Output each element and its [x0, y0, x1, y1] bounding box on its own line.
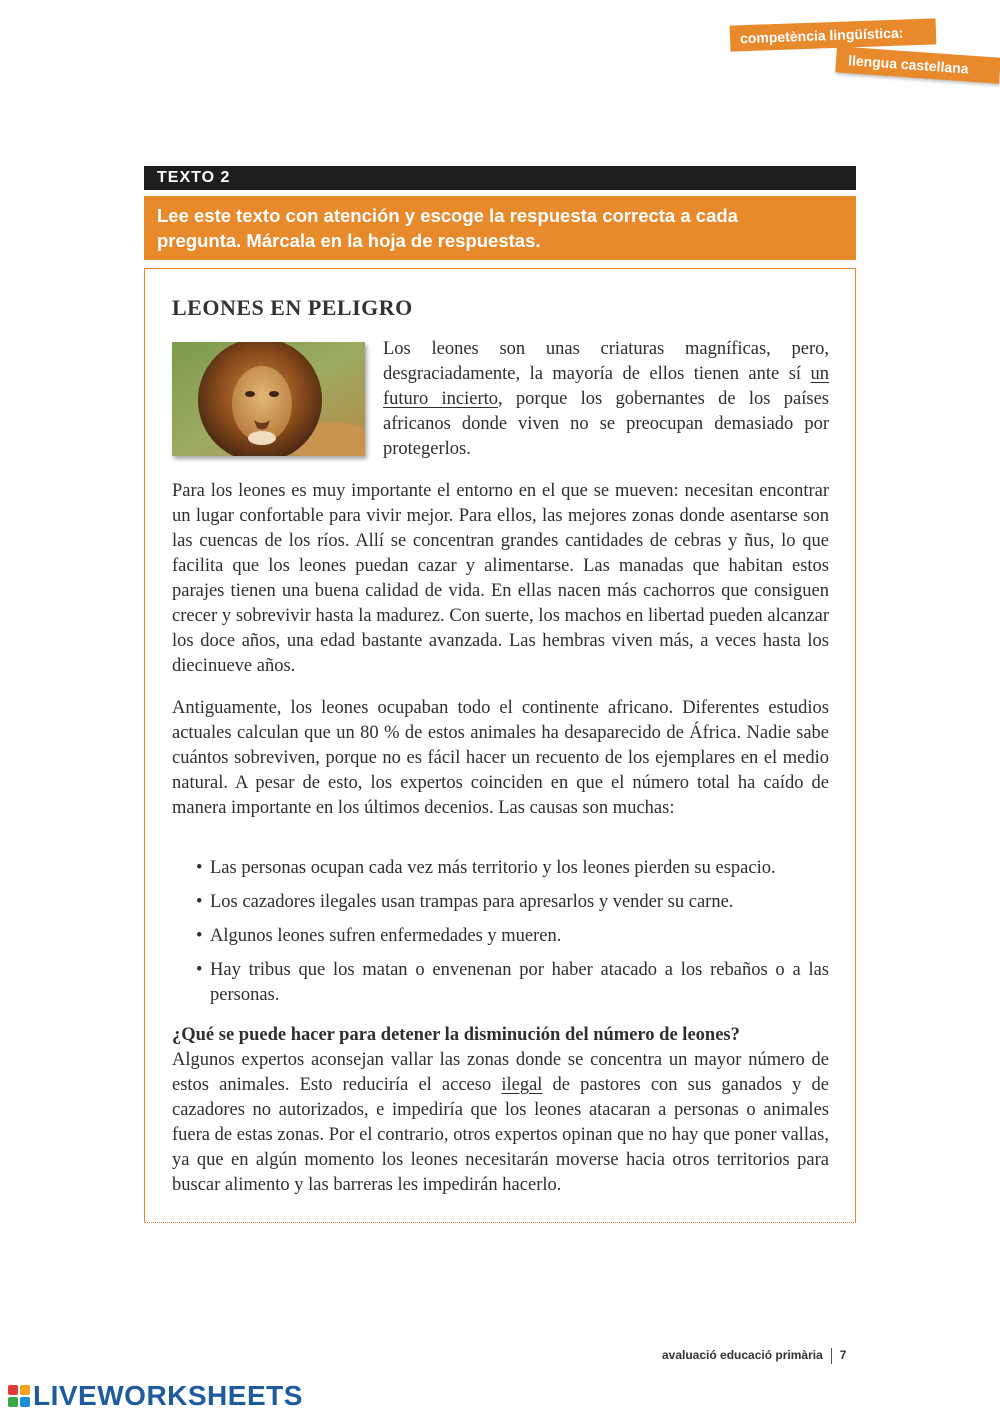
causes-list [196, 856, 829, 1017]
list-item-text: Algunos leones sufren enfermedades y mueren. [210, 926, 562, 946]
page-footer [662, 1348, 846, 1364]
lion-illustration [172, 342, 365, 456]
competence-tab: competència lingüística: [730, 18, 937, 51]
solutions-text-end: de pastores con sus ganados y de cazadores no autorizados, e impediría que los leones atacaran a personas o animales fuera de estas zonas. Por el contrario, otros expertos opinan que no hay que poner vallas, ya que en algún momento los leones necesitarán moverse hacia otros territorios para buscar alimento y las barreras les impedirán hacerlo. [172, 1075, 829, 1195]
question-heading: ¿Qué se puede hacer para detener la disminución del número de leones? [172, 1025, 740, 1045]
underlined-phrase-futuro-incierto: un futuro incierto [383, 364, 829, 409]
liveworksheets-brand [8, 1380, 303, 1412]
intro-text-start: Los leones son unas criaturas magníficas, pero, desgraciadamente, la mayoría de ellos tienen ante sí [383, 339, 829, 384]
list-item-text: Hay tribus que los matan o envenenan por haber atacado a los rebaños o a las personas. [210, 960, 829, 1005]
list-item [196, 856, 829, 881]
solutions-text-start: Algunos expertos aconsejan vallar las zonas donde se concentra un mayor número de estos animales. Esto reduciría el acceso [172, 1050, 829, 1095]
footer-divider [831, 1348, 832, 1364]
bullet-icon: • [196, 960, 203, 980]
paragraph-habitat: Para los leones es muy importante el entorno en el que se mueven: necesitan encontrar un lugar confortable para vivir mejor. Para ellos, las mejores zonas donde asentarse son las cuencas de los ríos. Allí se concentran grandes cantidades de cebras y ñus, lo que facilita que los leones puedan cazar y alimentarse. Las manadas que habitan estos parajes tienen una buena calidad de vida. En ellas nacen más cachorros que consiguen crecer y sobrevivir hasta la madurez. Con suerte, los machos en libertad pueden alcanzar los doce años, una edad bastante avanzada. Las hembras viven más, a veces hasta los diecinueve años. [172, 481, 829, 676]
list-item [196, 924, 829, 949]
paragraph-decline: Antiguamente, los leones ocupaban todo el continente africano. Diferentes estudios actuales calculan que un 80 % de estos animales ha desaparecido de África. Nadie sabe cuántos sobreviven, porque no es fácil hacer un recuento de los ejemplares en el medio natural. A pesar de esto, los expertos coinciden en que el número total ha caído de manera importante en los últimos decenios. Las causas son muchas: [172, 698, 829, 818]
brand-name: LIVEWORKSHEETS [33, 1380, 303, 1411]
bullet-icon: • [196, 858, 203, 878]
page-number: 7 [839, 1348, 847, 1363]
intro-paragraph [383, 337, 829, 462]
list-item-text: Las personas ocupan cada vez más territorio y los leones pierden su espacio. [210, 858, 776, 878]
paragraph-solutions [172, 1023, 829, 1198]
instructions: Lee este texto con atención y escoge la respuesta correcta a cada pregunta. Márcala en la hoja de respuestas. [144, 196, 856, 260]
underlined-word-ilegal: ilegal [501, 1075, 543, 1095]
list-item [196, 890, 829, 915]
article-title: LEONES EN PELIGRO [172, 295, 413, 320]
language-tab: llengua castellana [835, 46, 1000, 83]
bullet-icon: • [196, 892, 203, 912]
list-item-text: Los cazadores ilegales usan trampas para apresarlos y vender su carne. [210, 892, 734, 912]
lion-image [172, 342, 365, 456]
footer-text: avaluació educació primària [662, 1348, 823, 1363]
intro-text-end: , porque los gobernantes de los países africanos donde viven no se preocupan demasiado por protegerlos. [383, 389, 830, 459]
bullet-icon: • [196, 926, 203, 946]
liveworksheets-logo-icon [8, 1385, 30, 1407]
list-item [196, 958, 829, 1008]
section-label: TEXTO 2 [144, 166, 856, 190]
